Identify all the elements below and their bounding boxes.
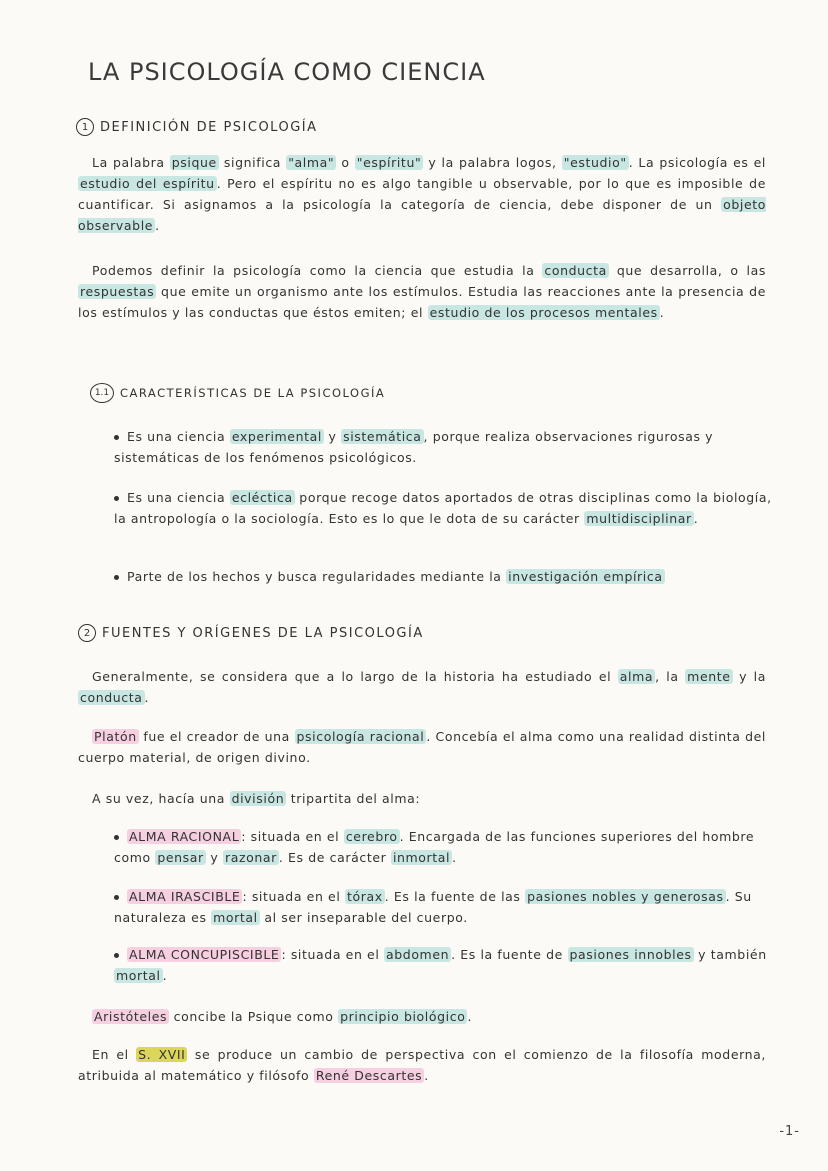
list-item-text (114, 947, 767, 983)
section-2-paragraph-2 (78, 726, 766, 768)
text-run: . La psicología es el (628, 155, 766, 170)
section-1-1-heading (90, 383, 385, 403)
highlighted-term: principio biológico (340, 1009, 466, 1024)
bullet-icon (114, 895, 119, 900)
highlighted-term: sistemática (343, 429, 422, 444)
highlighted-term: razonar (224, 850, 277, 865)
highlighted-term: inmortal (392, 850, 451, 865)
list-item-text (114, 889, 752, 925)
section-title: FUENTES Y ORÍGENES DE LA PSICOLOGÍA (102, 625, 424, 641)
highlighted-term: ALMA IRASCIBLE (129, 889, 241, 904)
highlighted-term: conducta (80, 690, 143, 705)
text-run: concibe la Psique como (169, 1009, 339, 1024)
highlighted-term: conducta (544, 263, 607, 278)
text-run: y (323, 429, 342, 444)
text-run: . (155, 218, 160, 233)
highlighted-term: ALMA RACIONAL (129, 829, 240, 844)
section-number: 2 (78, 624, 96, 642)
highlighted-term: Platón (94, 729, 137, 744)
text-run: . Es de carácter (278, 850, 391, 865)
highlighted-term: multidisciplinar (586, 511, 692, 526)
highlighted-term: mortal (213, 910, 258, 925)
list-item (114, 826, 786, 868)
text-run: . Pero el espíritu no es algo tangible u observable, por lo que es imposible de cuantificar. Si asignamos a la psicología la categoría de ciencia, debe disponer de un (78, 176, 766, 212)
section-2-paragraph-3 (92, 788, 764, 809)
text-run: . Concebía el alma como una realidad distinta del cuerpo material, de origen divino. (78, 729, 767, 765)
section-title: CARACTERÍSTICAS DE LA PSICOLOGÍA (120, 386, 386, 400)
page-title: LA PSICOLOGÍA COMO CIENCIA (88, 58, 486, 86)
list-item (114, 886, 786, 928)
highlighted-term: alma (619, 669, 654, 684)
bullet-icon (114, 496, 119, 501)
section-2-heading (78, 624, 424, 642)
text-run: Generalmente, se considera que a lo largo de la historia ha estudiado el (92, 669, 618, 684)
text-run: Es una ciencia (127, 490, 230, 505)
text-run: y también (693, 947, 767, 962)
highlighted-term: pasiones nobles y generosas (527, 889, 724, 904)
text-run: . (424, 1068, 429, 1083)
section-1-heading (76, 118, 318, 136)
section-1-paragraph-2 (78, 260, 766, 323)
highlighted-term: Aristóteles (94, 1009, 168, 1024)
text-run: que desarrolla, o las (608, 263, 766, 278)
highlighted-term: tórax (346, 889, 383, 904)
section-2-paragraph-4 (92, 1006, 764, 1027)
text-run: . (452, 850, 457, 865)
text-run: al ser inseparable del cuerpo. (259, 910, 468, 925)
list-item (114, 426, 786, 468)
text-run: . Su naturaleza es (114, 889, 752, 925)
highlighted-term: "estudio" (563, 155, 627, 170)
text-run: . Encargada de las funciones superiores del hombre como (114, 829, 755, 865)
text-run: tripartita del alma: (286, 791, 421, 806)
highlighted-term: abdomen (385, 947, 450, 962)
section-2-paragraph-1 (78, 666, 766, 708)
highlighted-term: cerebro (345, 829, 398, 844)
text-run: fue el creador de una (138, 729, 295, 744)
text-run: , la (655, 669, 686, 684)
list-item (114, 566, 786, 587)
text-run: . (144, 690, 150, 705)
bullet-icon (114, 435, 119, 440)
highlighted-term: investigación empírica (508, 569, 663, 584)
page-number: -1- (779, 1124, 800, 1139)
highlighted-term: psique (171, 155, 217, 170)
text-run: . (162, 968, 168, 983)
text-run: significa (218, 155, 287, 170)
text-run: A su vez, hacía una (92, 791, 230, 806)
bullet-icon (114, 953, 119, 958)
text-run: y la (732, 669, 767, 684)
list-item (114, 944, 786, 986)
text-run: y (205, 850, 223, 865)
text-run: porque recoge datos aportados de otras disciplinas como la biología, la antropología o la sociología. Esto es lo que le dota de su carácter (114, 490, 772, 526)
highlighted-term: estudio del espíritu (80, 176, 215, 191)
highlighted-term: ecléctica (231, 490, 293, 505)
text-run: , porque realiza observaciones rigurosas y sistemáticas de los fenómenos psicológicos. (114, 429, 714, 465)
text-run: se produce un cambio de perspectiva con el comienzo de la filosofía moderna, atribuida al matemático y filósofo (78, 1047, 766, 1083)
text-run: En el (92, 1047, 137, 1062)
highlighted-term: psicología racional (296, 729, 425, 744)
highlighted-term: mente (687, 669, 731, 684)
list-item-text (114, 490, 772, 526)
text-run: y la palabra logos, (423, 155, 562, 170)
highlighted-term: René Descartes (315, 1068, 423, 1083)
highlighted-term: estudio de los procesos mentales (429, 305, 658, 320)
highlighted-term: ALMA CONCUPISCIBLE (129, 947, 280, 962)
section-number: 1 (76, 118, 94, 136)
highlighted-term: pasiones innobles (569, 947, 692, 962)
highlighted-term: división (231, 791, 285, 806)
highlighted-term: "espíritu" (356, 155, 422, 170)
text-run: Es una ciencia (127, 429, 230, 444)
section-1-paragraph-1 (78, 152, 766, 236)
highlighted-term: experimental (231, 429, 322, 444)
text-run: Parte de los hechos y busca regularidades mediante la (127, 569, 507, 584)
text-run: : situada en el (242, 889, 345, 904)
text-run: . (659, 305, 665, 320)
bullet-icon (114, 575, 119, 580)
text-run: : situada en el (281, 947, 384, 962)
list-item-text (114, 429, 713, 465)
text-run: o (336, 155, 355, 170)
text-run: La palabra (92, 155, 170, 170)
text-run: : situada en el (241, 829, 344, 844)
section-2-paragraph-5 (78, 1044, 766, 1086)
section-title: DEFINICIÓN DE PSICOLOGÍA (100, 119, 318, 135)
highlighted-term: objeto observable (78, 197, 766, 233)
section-number: 1.1 (90, 383, 114, 403)
list-item (114, 487, 786, 529)
list-item-text (114, 829, 754, 865)
text-run: . Es la fuente de (451, 947, 568, 962)
highlighted-term: respuestas (80, 284, 155, 299)
bullet-icon (114, 835, 119, 840)
text-run: que emite un organismo ante los estímulos. Estudia las reacciones ante la presencia de los estímulos y las conductas que éstos emiten; el (78, 284, 766, 320)
text-run: Podemos definir la psicología como la ciencia que estudia la (92, 263, 543, 278)
text-run: . (467, 1009, 473, 1024)
highlighted-term: mortal (116, 968, 161, 983)
text-run: . (693, 511, 699, 526)
highlighted-term: "alma" (288, 155, 335, 170)
text-run: . Es la fuente de las (384, 889, 526, 904)
highlighted-term: S. XVII (138, 1047, 186, 1062)
highlighted-term: pensar (157, 850, 204, 865)
list-item-text (127, 569, 665, 584)
